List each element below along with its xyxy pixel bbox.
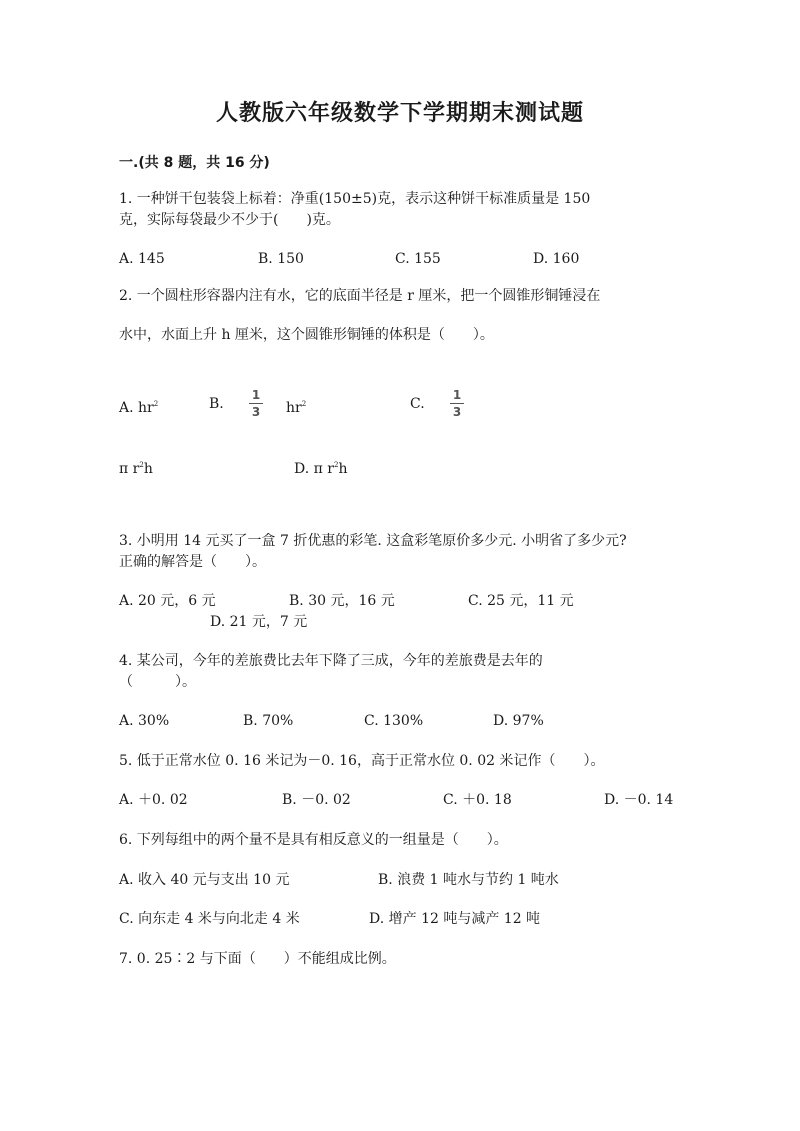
question-4-option-d: D. 97%: [493, 713, 544, 729]
question-3-option-c: C. 25 元，11 元: [468, 593, 574, 609]
option-c-exponent: 2: [139, 461, 144, 469]
question-4-line-1: 4. 某公司，今年的差旅费比去年下降了三成，今年的差旅费是去年的: [119, 653, 543, 669]
question-2-option-c-label: C.: [410, 396, 425, 412]
question-3-option-d: D. 21 元，7 元: [210, 614, 308, 630]
option-d-text: D. π r: [294, 461, 334, 477]
fraction-bar: [249, 403, 263, 404]
question-5-option-b: B. －0. 02: [282, 792, 351, 808]
question-2-option-b-rest: [286, 394, 306, 418]
page-title: 人教版六年级数学下学期期末测试题: [215, 101, 584, 126]
question-5-option-c: C. ＋0. 18: [443, 792, 512, 808]
option-a-text: A. hr: [119, 400, 154, 416]
fraction-numerator: 1: [251, 388, 261, 402]
question-3-line-2: 正确的解答是（ ）。: [119, 554, 266, 570]
question-1-option-b: B. 150: [258, 251, 304, 267]
question-1-option-c: C. 155: [395, 251, 441, 267]
question-4-option-a: A. 30%: [119, 713, 170, 729]
question-4-line-2: （ ）。: [119, 674, 196, 690]
question-1-line-1: 1. 一种饼干包装袋上标着：净重(150±5)克，表示这种饼干标准质量是 150: [119, 191, 591, 207]
question-3-option-b: B. 30 元，16 元: [289, 593, 395, 609]
question-3-line-1: 3. 小明用 14 元买了一盒 7 折优惠的彩笔. 这盒彩笔原价多少元. 小明省了多少元?: [119, 533, 627, 549]
option-b-fraction: [249, 388, 263, 419]
fraction-bar: [450, 403, 464, 404]
question-2-option-a: [119, 394, 158, 418]
option-b-text: hr: [286, 400, 302, 416]
question-6-option-c: C. 向东走 4 米与向北走 4 米: [119, 911, 300, 927]
question-3-option-a: A. 20 元，6 元: [119, 593, 216, 609]
question-6-option-d: D. 增产 12 吨与减产 12 吨: [369, 911, 541, 927]
question-4-option-c: C. 130%: [364, 713, 424, 729]
question-1-line-2: 克，实际每袋最少不少于( )克。: [119, 212, 340, 228]
question-2-line-2: 水中，水面上升 h 厘米，这个圆锥形铜锤的体积是（ ）。: [119, 327, 494, 343]
option-c-h: h: [143, 461, 153, 477]
question-1-option-d: D. 160: [533, 251, 580, 267]
option-b-exponent: 2: [301, 400, 307, 408]
option-d-h: h: [338, 461, 348, 477]
question-2-line-1: 2. 一个圆柱形容器内注有水，它的底面半径是 r 厘米，把一个圆锥形铜锤浸在: [119, 288, 601, 304]
question-1-option-a: A. 145: [119, 251, 165, 267]
question-5-line-1: 5. 低于正常水位 0. 16 米记为－0. 16，高于正常水位 0. 02 米记作（ ）。: [119, 753, 605, 769]
option-c-pi-r: π r: [119, 461, 140, 477]
question-2-option-b-label: B.: [209, 396, 224, 412]
question-6-line-1: 6. 下列每组中的两个量不是具有相反意义的一组量是（ ）。: [119, 832, 508, 848]
fraction-denominator: 3: [452, 405, 462, 419]
question-4-option-b: B. 70%: [243, 713, 294, 729]
option-d-exponent: 2: [333, 461, 339, 469]
option-c-fraction: [450, 388, 464, 419]
question-2-option-c-continuation: [119, 455, 153, 479]
question-6-option-a: A. 收入 40 元与支出 10 元: [119, 872, 290, 888]
question-5-option-a: A. ＋0. 02: [119, 792, 188, 808]
question-2-option-d: [294, 455, 347, 479]
option-a-exponent: 2: [153, 400, 159, 408]
question-7-line-1: 7. 0. 25∶2 与下面（ ）不能组成比例。: [119, 951, 396, 967]
question-5-option-d: D. －0. 14: [604, 792, 674, 808]
section-header: 一.(共 8 题，共 16 分): [119, 155, 270, 171]
fraction-denominator: 3: [251, 405, 261, 419]
fraction-numerator: 1: [452, 388, 462, 402]
question-6-option-b: B. 浪费 1 吨水与节约 1 吨水: [378, 872, 559, 888]
